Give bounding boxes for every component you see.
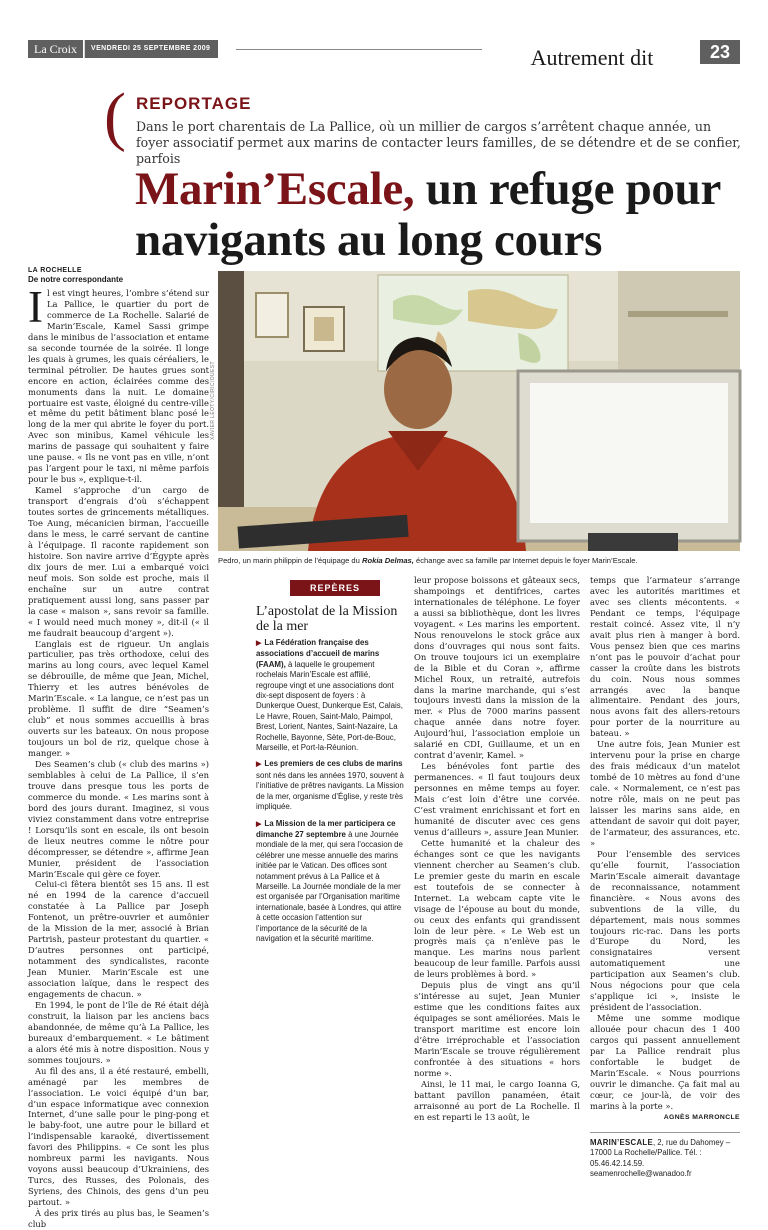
caption-ship-name: Rokia Delmas, — [361, 556, 414, 565]
issue-date: VENDREDI 25 SEPTEMBRE 2009 — [84, 40, 218, 58]
paragraph: Au fil des ans, il a été restauré, embelli, aménagé par les membres de l’association. Le voici équipé d’un bar, d’un espace informatique avec connexion Internet, d’une salle pour le ping-pong et le baby-foot, une autre pour le billard et l’indispensable karaoké, divertissement favori des Philippins. « Ce sont les plus nombreux parmi les navigants. Nous voyons aussi beaucoup d’Ukrainiens, des Turcs, des Russes, des Polonais, des Syriens, des Chinois, des gens d’un peu partout. » — [28, 1065, 209, 1208]
author-signoff: AGNÈS MARRONCLE — [663, 1113, 740, 1121]
drop-cap: I — [28, 282, 43, 332]
paragraph: L’anglais est de rigueur. Un anglais particulier, pas très orthodoxe, celui des marins au long cours, avec lequel Kamel se débrouille, de même que Jean, Michel, Thierry et les autres bénévoles de Marin’Escale. « La langue, ce n’est pas un problème. Il suffit de dire “Seamen’s club” et nous sommes accueillis à bras ouverts sur les bateaux. On nous propose toujours un bol de riz, quelque chose à manger. » — [28, 638, 209, 759]
page-number: 23 — [700, 40, 740, 64]
paragraph: Il est vingt heures, l’ombre s’étend sur La Pallice, le quartier du port de commerce de La Rochelle. Salarié de Marin’Escale, Kamel Sassi grimpe dans le minibus de l’association et entame sa seconde tournée de la soirée. Il longe les quais à grumes, les quais céréaliers, le terminal pétrolier. De hautes grues sont encore en action, éclairées comme des monuments dans la nuit. Le domaine portuaire est vaste, éloigné du centre-ville et même du petit bâtiment blanc posé le long de la mer qui abrite le foyer du port. Avec son minibus, Kamel véhicule les marins de passage qui souhaitent y faire une pause. « Ils ne vont pas en ville, n’ont pas l’argent pour le taxi, ni même parfois pour le bus », explique-t-il. — [28, 282, 209, 485]
headline-rest: un refuge pour navigants au long cours — [135, 163, 721, 266]
article-column-3 — [414, 575, 580, 1123]
reperes-box — [256, 638, 404, 950]
paragraph: Cette humanité et la chaleur des échanges sont ce que les navigants viennent chercher au Seamen’s club. Le premier geste du marin en escale est toutefois de se connecter à Internet. La webcam capte vite le visage de l’épouse au bout du monde, ou ceux des enfants qui grandissent loin de leur père. « Le Web est un progrès mais ça n’enlève pas le manque. Les marins nous parlent beaucoup de leur famille. Parfois aussi de leurs problèmes à bord. » — [414, 837, 580, 980]
decorative-parenthesis: ( — [104, 80, 126, 153]
article-kicker: REPORTAGE — [136, 94, 252, 113]
paragraph: Même une somme modique allouée pour chacun des 1 400 cargos qui passent annuellement par La Pallice rendrait plus confortable le budget de Marin’Escale. « Nous pourrions ouvrir le dimanche. Ça fait mal au cœur, ce jour-là, de voir des marins à la porte ». — [590, 1013, 740, 1111]
newspaper-brand: La Croix — [28, 40, 83, 58]
paragraph: Les bénévoles font partie des permanences. « Il faut toujours deux personnes en même temps au foyer. Mais c’est loin d’être une corvée. C’est vraiment enrichissant et fort en humanité de discuter avec ces gens venus d’ailleurs », assure Jean Munier. — [414, 761, 580, 837]
paragraph: Une autre fois, Jean Munier est intervenu pour la prise en charge des frais médicaux d’un matelot tombé de 10 mètres au fond d’une cale. « Normalement, ce n’est pas notre rôle, mais on ne peut pas laisser les marins sans aide, en attendant de savoir qui doit payer, de l’armateur, des assurances, etc. » — [590, 739, 740, 848]
reperes-item: ▶ Les premiers de ces clubs de marins sont nés dans les années 1970, souvent à l’initiative de prêtres navigants. La Mission de la mer, organisme d’Église, y reste très impliquée. — [256, 759, 404, 812]
article-photo — [218, 271, 740, 551]
article-column-4 — [590, 575, 740, 1180]
paragraph: Kamel s’approche d’un cargo de transport d’engrais d’où s’échappent toutes sortes de grincements métalliques. Toe Aung, mécanicien birman, l’accueille dans le mess, le carré servant de cantine à l’équipage. Il raconte rapidement son histoire. Son navire arrive d’Égypte après dix jours de mer. Lui a embarqué voici neuf mois. Son solde est proche, mais il enchaîne sur un autre contrat pratiquement aussi long, sans passer par la case « maison », sans revoir sa famille. « I would need much money », dit-il (« il me faudrait beaucoup d’argent »). — [28, 485, 209, 638]
paragraph: Des Seamen’s club (« club des marins ») semblables à celui de La Pallice, il s’en trouve dans presque tous les ports de commerce du monde. « Les marins sont à bord des jours durant. Imaginez, si vous viviez constamment dans votre entreprise ! Lorsqu’ils sont en escale, ils ont besoin de lieux neutres comme le nôtre pour décompresser, se détendre », affirme Jean Munier, président de l’association Marin’Escale qui gère ce foyer. — [28, 758, 209, 879]
photo-illustration — [218, 271, 740, 551]
paragraph: Pour l’ensemble des services qu’elle fournit, l’association Marin’Escale aimerait davantage de reconnaissance, notamment financière. « Nous avons des subventions de la ville, du département, mais nous sommes toujours ric-rac. Dans les ports d’Europe du Nord, les consignataires versent automatiquement une participation aux Seamen’s club. Nous négocions pour que cela s’applique ici », insiste le président de l’association. — [590, 848, 740, 1013]
article-column-1 — [28, 282, 209, 1230]
paragraph: Ainsi, le 11 mai, le cargo Ioanna G, battant pavillon panaméen, était arraisonné au port de La Rochelle. Il en est reparti le 13 août, le — [414, 1078, 580, 1122]
paragraph: Celui-ci fêtera bientôt ses 15 ans. Il est né en 1994 de la carence d’accueil constatée à La Pallice par Joseph Fontenot, un prêtre-ouvrier et aumônier de la Mission de la mer, associé à Brian Partrish, pasteur protestant du quartier. « D’autres personnes ont participé, notamment des syndicalistes, raconte Jean Munier. Marin’Escale est une association laïque, dans le respect des engagements de chacun. » — [28, 879, 209, 999]
photo-caption: Pedro, un marin philippin de l’équipage du Rokia Delmas, échange avec sa famille par Internet depuis le foyer Marin’Escale. — [218, 556, 638, 565]
association-contact: MARIN’ESCALE, 2, rue du Dahomey – 17000 La Rochelle/Pallice. Tél. : 05.46.42.14.59. seamenrochelle@wanadoo.fr — [590, 1137, 731, 1179]
section-title: Autrement dit — [482, 42, 702, 74]
article-headline — [135, 164, 755, 266]
reperes-title: L’apostolat de la Mission de la mer — [256, 604, 398, 634]
paragraph: leur propose boissons et gâteaux secs, shampoings et dentifrices, cartes internationales de téléphone. Le foyer a aussi sa bibliothèque, dont les livres voyagent. « Les marins les emportent. Nous renouvelons le stock grâce aux dons d’ouvrages qui nous sont faits. On trouve toujours ici un exemplaire de la Bible et du Coran », affirme Michel Roux, un retraité, autrefois dans la marine marchande, qui s’est toujours investi dans la mission de la mer. « Plus de 7000 marins passent chaque année dans notre foyer. Aujourd’hui, l’association emploie un salarié en CDI, Guillaume, et un en contrat d’avenir, Kamel. » — [414, 575, 580, 761]
headline-highlight: Marin’Escale, — [135, 163, 415, 215]
byline: De notre correspondante — [28, 275, 124, 284]
paragraph: En 1994, le pont de l’île de Ré était déjà construit, la liaison par les anciens bacs abandonnée, de même qu’à La Pallice, les bureaux d’embarquement. « Le bâtiment a alors été mis à notre disposition. Nous y sommes toujours. » — [28, 999, 209, 1065]
paragraph: Depuis plus de vingt ans qu’il s’intéresse au sujet, Jean Munier estime que les conditions faites aux équipages se sont améliorées. Mais le transport maritime est encore loin d’être irréprochable et l’association Marin’Escale se trouve régulièrement confrontée à des situations « hors norme ». — [414, 980, 580, 1078]
paragraph: temps que l’armateur s’arrange avec les autorités maritimes et avec ses clients mécontents. « Pendant ce temps, l’équipage restait coincé. Assez vite, il n’y avait plus rien à manger à bord. Vous pensez bien que ces marins n’ont pas le pouvoir d’achat pour casser la croûte dans les bistrots du coin. Nous nous sommes arrangés avec la banque alimentaire. Pendant des jours, nous avons fait des allers-retours pour porter de la nourriture au bateau. » — [590, 575, 740, 739]
photo-credit: XAVIER LÉOTY/CIRIC/OUEST — [210, 361, 216, 440]
reperes-tab: REPÈRES — [290, 580, 380, 596]
dateline: LA ROCHELLE — [28, 267, 82, 274]
reperes-item: ▶ La Fédération française des associations d’accueil de marins (FAAM), à laquelle le groupement rochelais Marin’Escale est affilié, regroupe vingt et une associations dont dix-sept disposent de foyers : à Dunkerque Ouest, Dunkerque Est, Calais, Le Havre, Rouen, Saint-Malo, Paimpol, Brest, Lorient, Nantes, Saint-Nazaire, La Rochelle, Bayonne, Sète, Port-de-Bouc, Marseille, et Port-la-Réunion. — [256, 638, 404, 753]
info-divider — [590, 1132, 740, 1133]
reperes-item: ▶ La Mission de la mer participera ce dimanche 27 septembre à une Journée mondiale de la mer, qui sera l’occasion de célébrer une messe annuelle des marins initiée par le Vatican. Des offices sont notamment prévus à La Pallice et à Marseille. La Journée mondiale de la mer est organisée par l’Organisation maritime internationale, basée à Londres, qui attire à cette occasion l’attention sur l’importance de la sécurité de la navigation et la sécurité maritime. — [256, 819, 404, 945]
paragraph: À des prix tirés au plus bas, le Seamen’s club — [28, 1208, 209, 1230]
article-deck: Dans le port charentais de La Pallice, où un millier de cargos s’arrêtent chaque année, un foyer associatif permet aux marins de contacter leurs familles, de se détendre et de se confier, parfois — [136, 119, 741, 166]
